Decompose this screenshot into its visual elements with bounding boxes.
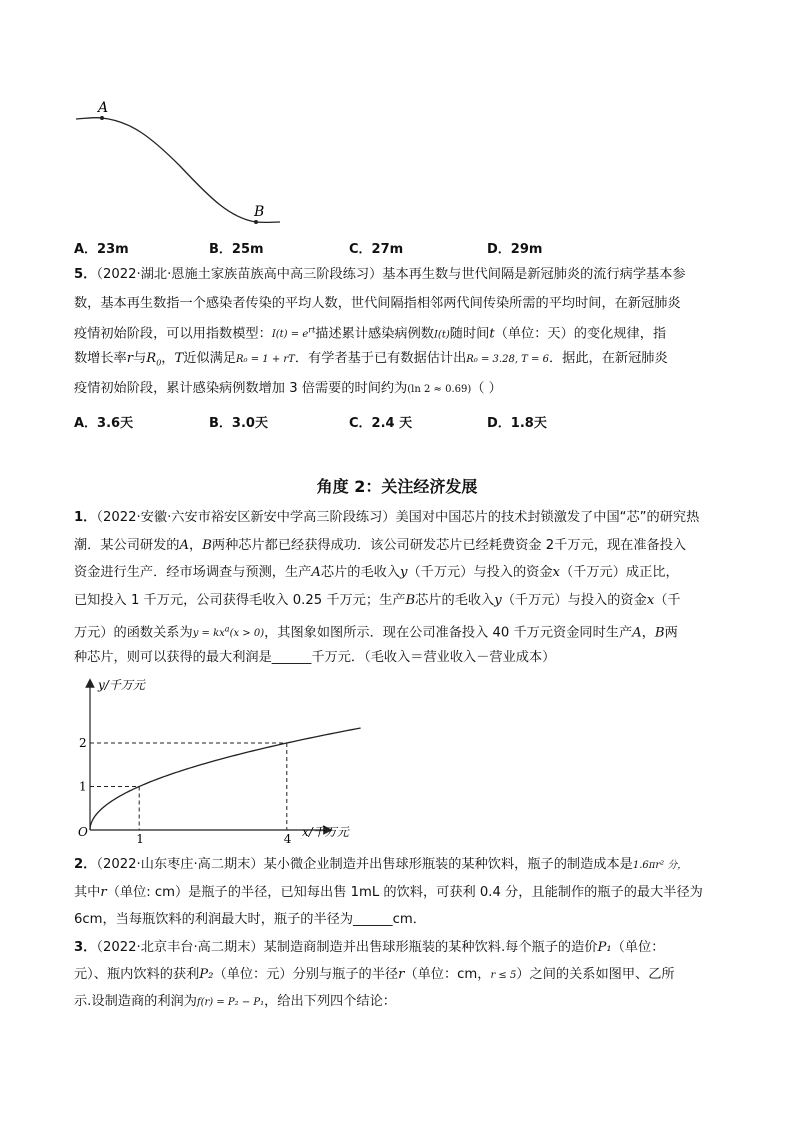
slope-curve: [76, 118, 280, 223]
q1-var-b: B: [654, 625, 665, 641]
label-b: B: [254, 204, 265, 220]
q5-text: 与: [133, 351, 147, 366]
q5-formula-ln2: (ln 2 ≈ 0.69): [407, 384, 472, 395]
q5-option-a[interactable]: A．3.6天: [74, 416, 134, 431]
q1-line-3: [74, 564, 679, 582]
q5-text: 描述累计感染病例数: [315, 326, 434, 342]
q1-text: ，: [641, 625, 655, 641]
q5-option-c[interactable]: C．2.4 天: [349, 416, 413, 431]
x-tick-label: 1: [136, 832, 144, 845]
curve-figure: [70, 96, 290, 232]
q3-text: 某制造商制造并出售球形瓶装的某种饮料.每个瓶子的造价: [263, 940, 598, 955]
q5-text: （单位：天）的变化规律，指: [494, 326, 667, 342]
q2-line-3: [74, 911, 426, 929]
q3-line-3: [74, 993, 396, 1012]
q5-var-t: T: [174, 351, 184, 366]
q5-var-it: I(t): [433, 329, 450, 341]
q3-var-p2: P₂: [199, 967, 214, 982]
q1-text: （千万元）成正比，: [559, 565, 679, 580]
q1-text: 两: [664, 625, 678, 641]
q5-formula-r0: R₀ = 1 + rT: [236, 354, 295, 365]
q5-text: ．据此，在新冠肺炎: [548, 351, 668, 366]
q1-var-y: y: [400, 565, 408, 580]
q1-text: 芯片的毛收入: [415, 593, 495, 608]
q3-text: 元）、瓶内饮料的获利: [74, 967, 200, 982]
q5-option-b[interactable]: B．3.0天: [209, 416, 268, 431]
q5-text: 数增长率: [74, 351, 127, 366]
q5-text: ，: [161, 351, 175, 366]
q1-var-a: A: [311, 565, 321, 580]
q5-line-4: [74, 350, 668, 373]
q1-line-5: [74, 621, 678, 643]
q3-text: ，给出下列四个结论：: [264, 994, 396, 1009]
q5-text: 随时间: [449, 326, 490, 342]
x-axis-label: x/千万元: [302, 825, 349, 839]
q3-text: （单位：cm，: [404, 967, 491, 982]
q1-text: 芯片的毛收入: [320, 565, 401, 580]
q5-text: 数，基本再生数指一个感染者传染的平均人数，世代间隔指相邻两代间传染所需的平均时间，在新冠肺炎: [74, 296, 681, 311]
q1-var-a: A: [632, 625, 642, 641]
q1-text: 种芯片，则可以获得的最大利润是______千万元．（毛收入＝营业收入－营业成本）: [74, 650, 556, 665]
q2-number: 2．: [74, 857, 97, 872]
q2-line-1: [74, 856, 687, 875]
q2-source: （2022·山东枣庄·高二期末）: [96, 857, 264, 872]
q5-number: 5．: [74, 267, 97, 282]
q1-text: 潮．某公司研发的: [74, 538, 180, 553]
q5-line-5: [74, 380, 502, 399]
q2-text: （单位: cm）是瓶子的半径，已知每出售 1mL 的饮料，可获利 0.4 分，且能制作的瓶子的最大半径为: [106, 885, 703, 900]
q1-var-x: x: [646, 593, 655, 608]
power-function-graph: [70, 675, 370, 845]
q5-text: 近似满足: [183, 351, 237, 366]
q3-number: 3．: [74, 940, 97, 955]
q3-text: 示.设制造商的利润为: [74, 994, 197, 1009]
q5-line-2: [74, 295, 681, 313]
x-tick-label: 4: [283, 832, 292, 845]
q3-var-p1: P₁: [597, 940, 612, 955]
q5-option-d[interactable]: D．1.8天: [487, 416, 547, 431]
q1-source: （2022·安徽·六安市裕安区新安中学高三阶段练习）: [96, 510, 396, 525]
y-tick-label: 2: [79, 736, 87, 750]
q1-text: 资金进行生产．经市场调查与预测，生产: [74, 565, 312, 580]
q5-answer-blank: （ ）: [471, 381, 502, 396]
q4-option-b[interactable]: B．25m: [209, 242, 264, 257]
q3-formula-f: f(r) = P₂ − P₁: [196, 997, 265, 1008]
q5-text: ．有学者基于已有数据估计出: [294, 351, 467, 366]
origin-label: O: [78, 825, 88, 839]
q2-text: 其中: [74, 885, 101, 900]
q1-text: 两种芯片都已经获得成功．该公司研发芯片已经耗费资金 2千万元，现在准备投入: [211, 538, 687, 553]
q1-text: （千: [654, 593, 681, 608]
point-a: [100, 116, 104, 120]
q1-text: 万元）的函数关系为: [74, 625, 193, 641]
q4-option-a[interactable]: A．23m: [74, 242, 129, 257]
q5-formula-exp: $I(t) = e^{rt}$: [271, 326, 316, 341]
q1-number: 1．: [74, 510, 97, 525]
q1-text: （千万元）与投入的资金: [501, 593, 647, 608]
q1-text: （千万元）与投入的资金: [407, 565, 553, 580]
q1-line-6: [74, 649, 555, 667]
q1-text: 已知投入 1 千万元，公司获得毛收入 0.25 千万元；生产: [74, 593, 406, 608]
q3-line-1: [74, 939, 664, 957]
q1-var-b: B: [405, 593, 416, 608]
q5-line-3: [74, 322, 666, 344]
q3-source: （2022·北京丰台·高二期末）: [96, 940, 264, 955]
q2-line-2: [74, 884, 703, 902]
q1-line-1: [74, 509, 699, 527]
y-axis-label: y/千万元: [98, 678, 145, 692]
q2-formula: 1.6πr² 分，: [632, 860, 688, 871]
q1-var-y: y: [494, 593, 502, 608]
q1-formula: $y = kx^a(x > 0)$: [192, 625, 265, 640]
q1-var-x: x: [552, 565, 560, 580]
q2-var-r: r: [100, 885, 107, 900]
q4-option-d[interactable]: D．29m: [487, 242, 543, 257]
q5-text: 疫情初始阶段，可以用指数模型：: [74, 326, 272, 342]
q5-var-r: r: [126, 351, 134, 366]
q3-text: ）之间的关系如图甲、乙所: [516, 967, 675, 982]
q1-line-2: [74, 537, 686, 555]
q1-line-4: [74, 592, 681, 610]
y-tick-label: 1: [79, 779, 87, 794]
q3-text: （单位：元）分别与瓶子的半径: [213, 967, 399, 982]
q1-text: 美国对中国芯片的技术封锁激发了中国“芯”的研究热: [395, 510, 700, 525]
q1-var-b: B: [202, 538, 212, 553]
q5-formula-values: R₀ = 3.28, T = 6: [466, 354, 549, 365]
q5-var-t: t: [489, 326, 495, 342]
q3-text: （单位：: [611, 940, 665, 955]
q5-text: 疫情初始阶段，累计感染病例数增加 3 倍需要的时间约为: [74, 381, 408, 396]
section-heading: 角度 2：关注经济发展: [316, 477, 478, 496]
q3-var-r: r: [398, 967, 405, 982]
q5-var-r0: $R_0$: [146, 351, 162, 368]
q1-text: ，其图象如图所示．现在公司准备投入 40 千万元资金同时生产: [264, 625, 633, 641]
point-b: [254, 220, 258, 224]
q5-text: 基本再生数与世代间隔是新冠肺炎的流行病学基本参: [382, 267, 686, 282]
label-a: A: [98, 100, 109, 116]
q3-formula-r: r ≤ 5: [490, 970, 517, 981]
q3-line-2: [74, 966, 675, 985]
q1-text: ，: [189, 538, 203, 553]
q2-text: 6cm，当每瓶饮料的利润最大时，瓶子的半径为______cm．: [74, 912, 426, 927]
q5-line-1: [74, 266, 686, 284]
q1-var-a: A: [179, 538, 190, 553]
q5-source: （2022·湖北·恩施土家族苗族高中高三阶段练习）: [96, 267, 383, 282]
q2-text: 某小微企业制造并出售球形瓶装的某种饮料，瓶子的制造成本是: [263, 857, 633, 872]
q4-option-c[interactable]: C．27m: [349, 242, 404, 257]
